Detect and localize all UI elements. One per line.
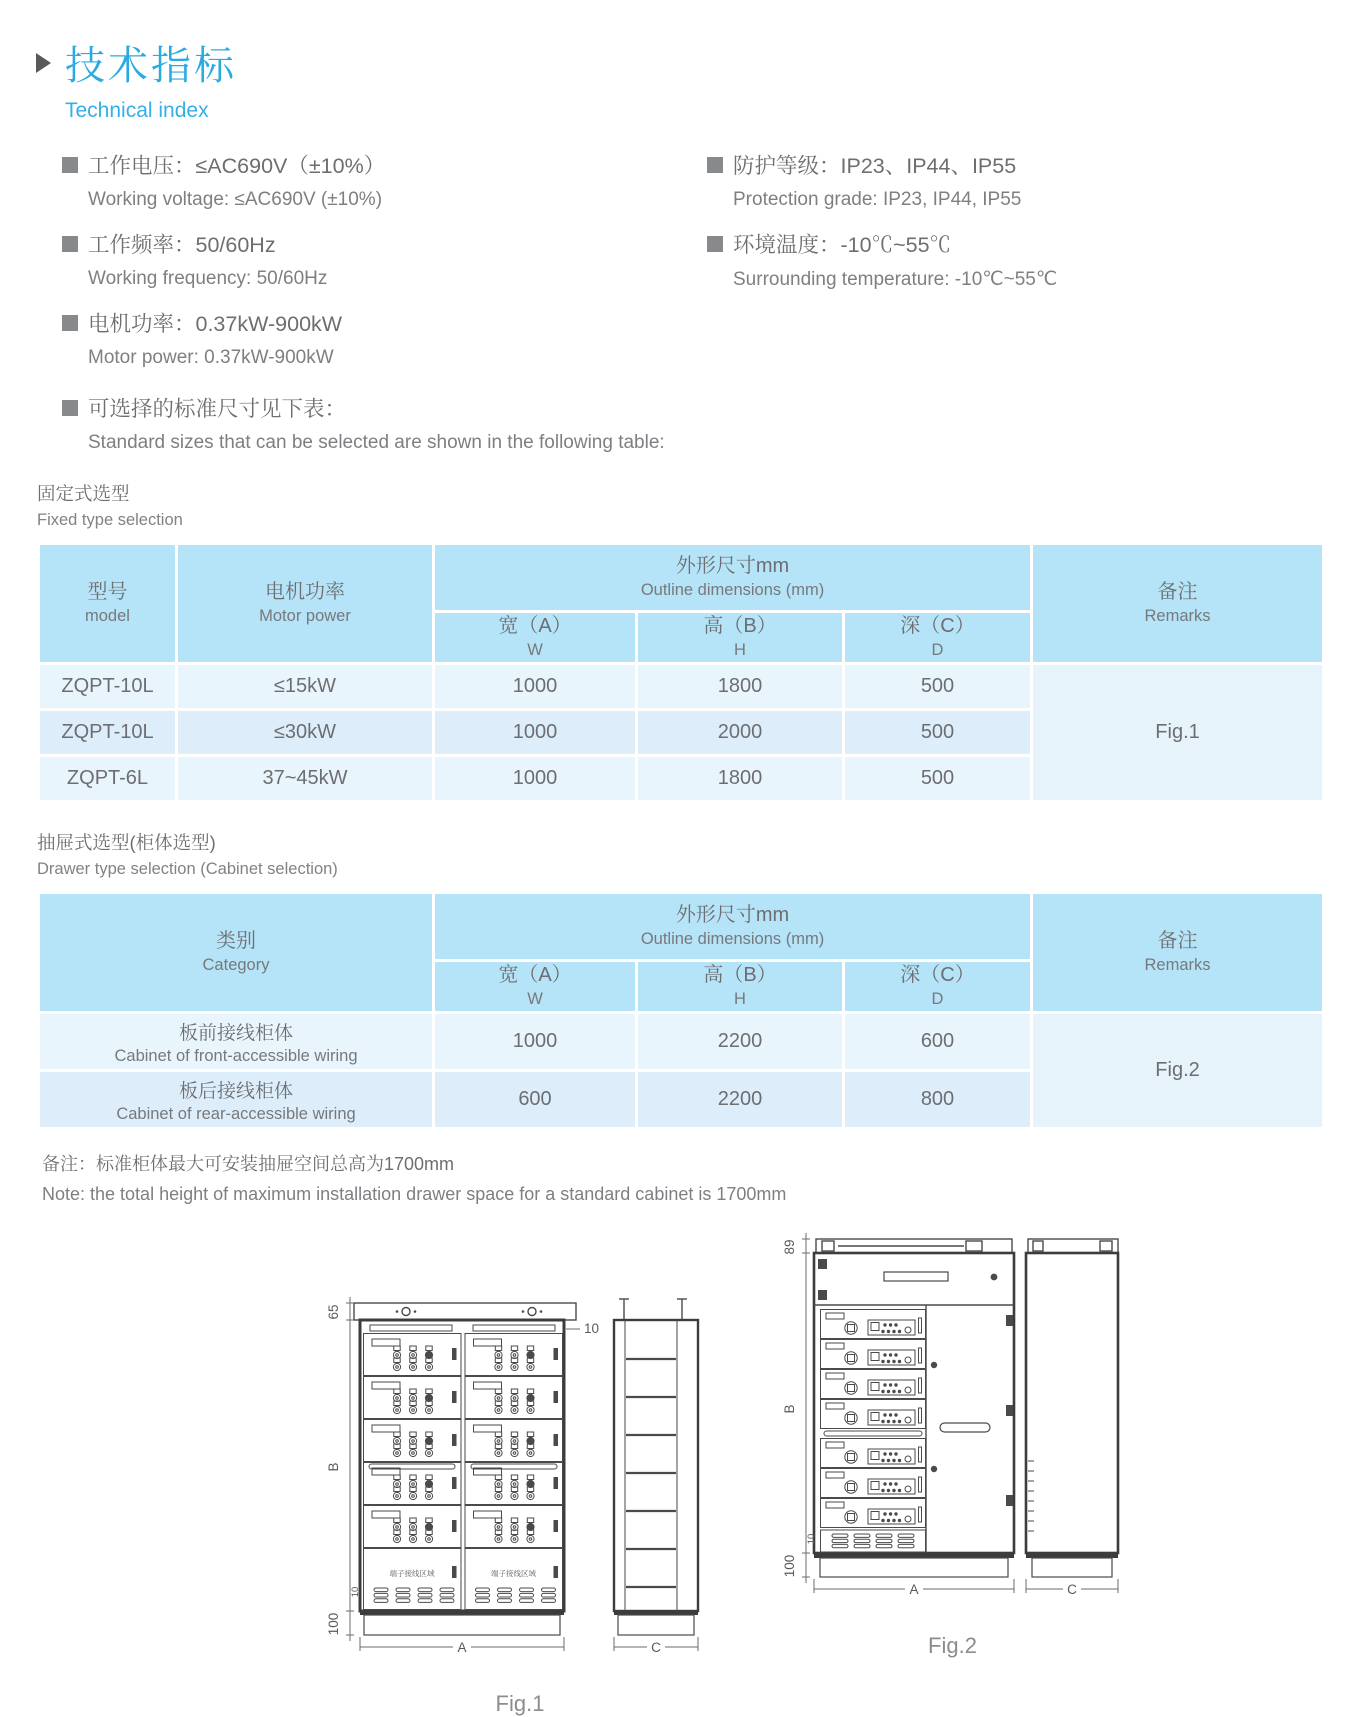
- cell-depth: 800: [844, 1071, 1032, 1129]
- fig1-caption: Fig.1: [495, 1691, 545, 1716]
- figures-block: [320, 1209, 1357, 1717]
- cell-depth: 500: [844, 664, 1032, 710]
- fig2-dim-height-B: B: [782, 1404, 797, 1414]
- page-header: [0, 0, 1357, 123]
- triangle-marker-icon: [36, 53, 51, 73]
- cell-height: 1800: [637, 664, 844, 710]
- spec-zh: 工作频率：50/60Hz: [88, 233, 276, 257]
- col-header-category: 类别 Category: [39, 893, 434, 1013]
- cell-depth: 500: [844, 710, 1032, 756]
- spec-item-surrounding-temperature: [707, 228, 1357, 291]
- fig2-dim-depth-C: C: [1067, 1582, 1077, 1597]
- bullet-square-icon: [707, 236, 723, 252]
- cell-height: 2200: [637, 1013, 844, 1071]
- fig2-dim-base: 100: [782, 1554, 797, 1578]
- cell-power: ≤30kW: [177, 710, 434, 756]
- spec-zh: 环境温度：-10℃~55℃: [733, 233, 952, 257]
- cell-remark: Fig.2: [1032, 1013, 1324, 1129]
- spec-en: Working frequency: 50/60Hz: [88, 268, 328, 289]
- col-header-remarks: 备注 Remarks: [1032, 544, 1324, 664]
- spec-column-left: [62, 149, 707, 386]
- cell-category: 板前接线柜体 Cabinet of front-accessible wiring: [39, 1013, 434, 1071]
- spec-zh: 电机功率：0.37kW-900kW: [88, 312, 343, 336]
- page-subtitle: Technical index: [65, 99, 209, 122]
- cell-model: ZQPT-10L: [39, 664, 177, 710]
- cell-width: 600: [434, 1071, 637, 1129]
- cell-power: 37~45kW: [177, 756, 434, 802]
- fig1-dim-vent: 10: [350, 1586, 361, 1598]
- cell-height: 2200: [637, 1071, 844, 1129]
- spec-en: Motor power: 0.37kW-900kW: [88, 347, 334, 368]
- col-header-width: 宽（A） W: [434, 961, 637, 1013]
- section-fixed-type: [37, 480, 1357, 530]
- col-header-model: 型号 model: [39, 544, 177, 664]
- spec-en: Standard sizes that can be selected are shown in the following table:: [88, 432, 665, 453]
- drawer-type-table: [37, 891, 1325, 1130]
- fixed-type-table: [37, 542, 1325, 803]
- cell-height: 1800: [637, 756, 844, 802]
- section-label-zh: 固定式选型: [37, 483, 130, 504]
- spec-list: [62, 149, 1357, 386]
- footnote: [42, 1150, 1357, 1205]
- section-label-en: Fixed type selection: [37, 511, 183, 529]
- bullet-square-icon: [62, 315, 78, 331]
- spec-item-protection-grade: [707, 149, 1357, 211]
- cell-model: ZQPT-6L: [39, 756, 177, 802]
- col-header-motor-power: 电机功率 Motor power: [177, 544, 434, 664]
- figure-2: [780, 1209, 1125, 1659]
- bullet-square-icon: [707, 157, 723, 173]
- col-header-height: 高（B） H: [637, 961, 844, 1013]
- bullet-square-icon: [62, 157, 78, 173]
- spec-item-standard-sizes: [62, 392, 1357, 454]
- col-header-height: 高（B） H: [637, 612, 844, 664]
- fig1-dim-width-A: A: [457, 1640, 467, 1655]
- cell-category: 板后接线柜体 Cabinet of rear-accessible wiring: [39, 1071, 434, 1129]
- page-title: 技术指标: [65, 44, 237, 88]
- section-drawer-type: [37, 829, 1357, 879]
- cell-height: 2000: [637, 710, 844, 756]
- fig2-drawing: [780, 1209, 1125, 1619]
- table-row: [39, 664, 1324, 710]
- spec-zh: 工作电压：≤AC690V（±10%）: [88, 154, 386, 178]
- cell-width: 1000: [434, 1013, 637, 1071]
- fig2-caption: Fig.2: [928, 1633, 977, 1658]
- spec-en: Surrounding temperature: -10℃~55℃: [733, 269, 1058, 290]
- figure-1: [320, 1267, 720, 1717]
- cell-width: 1000: [434, 710, 637, 756]
- section-label-zh: 抽屉式选型(柜体选型): [37, 832, 216, 853]
- cell-power: ≤15kW: [177, 664, 434, 710]
- fig1-dim-cap-height: 65: [326, 1304, 341, 1320]
- footnote-en: Note: the total height of maximum installation drawer space for a standard cabinet is 1700mm: [42, 1184, 787, 1204]
- spec-zh: 可选择的标准尺寸见下表：: [88, 397, 347, 421]
- col-header-width: 宽（A） W: [434, 612, 637, 664]
- bullet-square-icon: [62, 236, 78, 252]
- terminal-area-label: 端子接线区域: [389, 1569, 435, 1578]
- fig1-drawing: [320, 1267, 720, 1677]
- col-header-outline-dimensions: 外形尺寸mm Outline dimensions (mm): [434, 893, 1032, 961]
- spec-column-right: [707, 149, 1357, 386]
- fig2-dim-vent: 10: [806, 1533, 817, 1545]
- spec-zh: 防护等级：IP23、IP44、IP55: [733, 154, 1017, 178]
- cell-depth: 600: [844, 1013, 1032, 1071]
- cell-model: ZQPT-10L: [39, 710, 177, 756]
- fig2-dim-cap-height: 89: [782, 1239, 797, 1255]
- fig1-dim-base: 100: [326, 1612, 341, 1636]
- fig1-dim-top-right: 10: [584, 1321, 600, 1336]
- cell-width: 1000: [434, 756, 637, 802]
- table-row: [39, 1013, 1324, 1071]
- col-header-depth: 深（C） D: [844, 612, 1032, 664]
- fig1-dim-depth-C: C: [651, 1640, 661, 1655]
- footnote-zh: 备注：标准柜体最大可安装抽屉空间总高为1700mm: [42, 1154, 455, 1174]
- fig2-dim-width-A: A: [909, 1582, 919, 1597]
- col-header-remarks: 备注 Remarks: [1032, 893, 1324, 1013]
- cell-remark: Fig.1: [1032, 664, 1324, 802]
- cell-width: 1000: [434, 664, 637, 710]
- fig1-dim-height-B: B: [326, 1462, 341, 1472]
- bullet-square-icon: [62, 400, 78, 416]
- spec-item-motor-power: [62, 307, 707, 369]
- terminal-area-label: 端子接线区域: [491, 1569, 536, 1578]
- section-label-en: Drawer type selection (Cabinet selection): [37, 860, 338, 878]
- col-header-outline-dimensions: 外形尺寸mm Outline dimensions (mm): [434, 544, 1032, 612]
- col-header-depth: 深（C） D: [844, 961, 1032, 1013]
- spec-item-working-frequency: [62, 228, 707, 290]
- cell-depth: 500: [844, 756, 1032, 802]
- spec-en: Working voltage: ≤AC690V (±10%): [88, 189, 383, 210]
- spec-item-working-voltage: [62, 149, 707, 211]
- spec-en: Protection grade: IP23, IP44, IP55: [733, 189, 1022, 210]
